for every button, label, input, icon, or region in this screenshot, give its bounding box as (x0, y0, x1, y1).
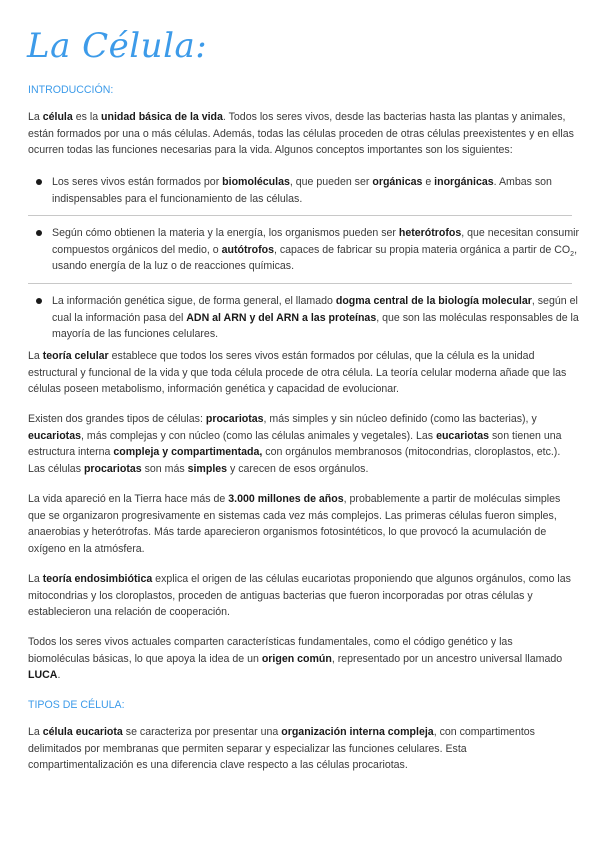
paragraph-teoria-celular: La teoría celular establece que todos los seres vivos están formados por células, que la célula es la unidad estructural y funcional de la vida y que toda célula procede de otra célula. La teoría celular moderna añade que las células poseen metabolismo, información genética y capacidad de evolucionar. (28, 350, 567, 395)
paragraph-origen-comun: Todos los seres vivos actuales comparten características fundamentales, como el código genético y las biomoléculas básicas, lo que apoya la idea de un origen común, representado por un ancestro universal llamado LUCA. (28, 636, 563, 681)
bullet-biomoleculas: Los seres vivos están formados por biomoléculas, que pueden ser orgánicas e inorgánicas. Ambas son indispensables para el funcionamiento de las células. (36, 174, 582, 207)
bullet-dot (36, 179, 42, 185)
section-heading-tipos-de-celula: TIPOS DE CÉLULA: (28, 699, 125, 711)
divider (28, 215, 572, 216)
paragraph-tipos-celulas: Existen dos grandes tipos de células: procariotas, más simples y sin núcleo definido (como las bacterias), y eucariotas, más complejas y con núcleo (como las células animales y vegetales). Las eucariotas son tienen una estructura interna compleja y compartimentada, con orgánulos membranosos (mitocondrias, cloroplastos, etc.). Las células procariotas son más simples y carecen de esos orgánulos. (28, 413, 562, 475)
bullet-dogma-central: La información genética sigue, de forma general, el llamado dogma central de la biología molecular, según el cual la información pasa del ADN al ARN y del ARN a las proteínas, que son las moléculas responsables de la mayoría de las funciones celulares. (36, 293, 582, 343)
bullet-dot (36, 230, 42, 236)
bullet-dot (36, 298, 42, 304)
intro-paragraph: La célula es la unidad básica de la vida. Todos los seres vivos, desde las bacterias hasta las plantas y animales, están formados por una o más células. Además, todas las células proceden de otras células preexistentes y en ellas ocurren todas las funciones necesarias para la vida. Algunos conceptos importantes son los siguientes: (28, 111, 574, 156)
paragraph-celula-eucariota: La célula eucariota se caracteriza por presentar una organización interna compleja, con compartimentos delimitados por membranas que permiten separar y especializar las funciones celulares. Esta compartimentalización es una diferencia clave respecto a las células procariotas. (28, 726, 535, 771)
section-heading-introduccion: INTRODUCCIÓN: (28, 84, 114, 96)
paragraph-teoria-endosimbiotica: La teoría endosimbiótica explica el origen de las células eucariotas proponiendo que algunos orgánulos, como las mitocondrias y los cloroplastos, proceden de antiguas bacterias que fueron incorporadas por otras células y establecieron una relación de cooperación. (28, 573, 571, 618)
paragraph-origen-vida: La vida apareció en la Tierra hace más de 3.000 millones de años, probablemente a partir de moléculas simples que se organizaron progresivamente en sistemas cada vez más complejos. Las primeras células fueron simples, anaerobias y heterótrofas. Más tarde aparecieron organismos fotosintéticos, lo que provocó la acumulación de oxígeno en la atmósfera. (28, 493, 561, 555)
bullet-nutricion: Según cómo obtienen la materia y la energía, los organismos pueden ser heterótrofos, que necesitan consumir compuestos orgánicos del medio, o autótrofos, capaces de fabricar su propia materia orgánica a partir de $CO_2$, usando energía de la luz o de reacciones químicas. (36, 225, 582, 275)
divider (28, 283, 572, 284)
page-title: La Célula: (27, 26, 208, 66)
